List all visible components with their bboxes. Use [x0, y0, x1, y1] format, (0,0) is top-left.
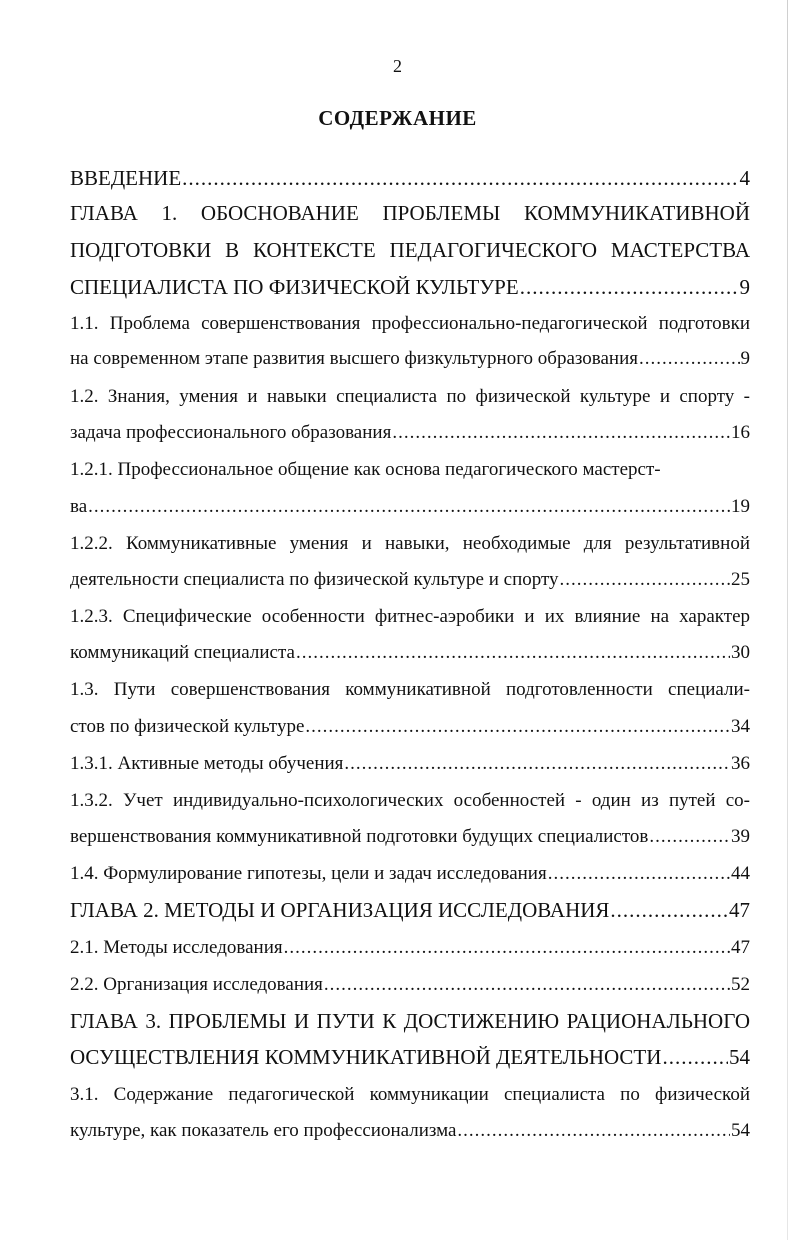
toc-entry-text: 1.3.1. Активные методы обучения — [70, 753, 344, 774]
page-edge-shadow — [787, 0, 788, 1240]
toc-line — [70, 937, 750, 965]
toc-line — [70, 166, 750, 196]
toc-entry-text: коммуникаций специалиста — [70, 642, 295, 663]
toc-entry-text: ГЛАВА 3. ПРОБЛЕМЫ И ПУТИ К ДОСТИЖЕНИЮ РАЦИОНАЛЬНОГО — [70, 1009, 750, 1033]
toc-page-number: 30 — [731, 642, 750, 663]
toc-line — [70, 716, 750, 744]
toc-entry-text: 1.3.2. Учет индивидуально-психологических особенностей - один из путей со- — [70, 790, 750, 811]
toc-page-number: 44 — [731, 863, 750, 884]
page-title: СОДЕРЖАНИЕ — [318, 106, 477, 130]
dot-leader — [548, 863, 730, 885]
toc-line — [70, 1120, 750, 1148]
toc-entry-text: 1.2.1. Профессиональное общение как основа педагогического мастерст- — [70, 459, 661, 480]
page-number: 2 — [393, 56, 402, 76]
dot-leader — [284, 937, 730, 959]
dot-leader — [88, 496, 730, 518]
toc-entry-text: 1.2.2. Коммуникативные умения и навыки, необходимые для результативной — [70, 533, 750, 554]
toc-page-number: 34 — [731, 716, 750, 737]
toc-line — [70, 790, 750, 818]
toc-page-number: 19 — [731, 496, 750, 517]
toc-line — [70, 974, 750, 1002]
toc-line — [70, 1009, 750, 1039]
toc-page-number: 54 — [731, 1120, 750, 1141]
toc-page-number: 47 — [729, 898, 750, 922]
toc-line — [70, 275, 750, 305]
toc-entry-text: 1.2. Знания, умения и навыки специалиста по физической культуре и спорту - — [70, 386, 750, 407]
toc-line — [70, 826, 750, 854]
toc-entry-text: ГЛАВА 2. МЕТОДЫ И ОРГАНИЗАЦИЯ ИССЛЕДОВАНИЯ — [70, 898, 610, 922]
toc-page-number: 16 — [731, 422, 750, 443]
toc-line — [70, 422, 750, 450]
toc-page-number: 54 — [729, 1045, 750, 1069]
toc-entry-text: на современном этапе развития высшего физкультурного образования — [70, 348, 639, 369]
toc-page-number: 39 — [731, 826, 750, 847]
toc-line — [70, 606, 750, 634]
dot-leader — [324, 974, 730, 996]
dot-leader — [305, 716, 730, 738]
toc-entry-text: ПОДГОТОВКИ В КОНТЕКСТЕ ПЕДАГОГИЧЕСКОГО МАСТЕРСТВА — [70, 238, 750, 262]
toc-line — [70, 679, 750, 707]
toc-line — [70, 1084, 750, 1112]
toc-line — [70, 201, 750, 231]
toc-line — [70, 459, 750, 487]
toc-line — [70, 753, 750, 781]
toc-line — [70, 348, 750, 376]
dot-leader — [392, 422, 730, 444]
toc-line — [70, 569, 750, 597]
toc-page-number: 9 — [740, 348, 750, 369]
toc-page-number: 25 — [731, 569, 750, 590]
dot-leader — [457, 1120, 730, 1142]
toc-entry-text: культуре, как показатель его профессионализма — [70, 1120, 457, 1141]
toc-entry-text: 1.4. Формулирование гипотезы, цели и задач исследования — [70, 863, 547, 884]
dot-leader — [639, 348, 739, 370]
toc-entry-text: ВВЕДЕНИЕ — [70, 166, 182, 190]
dot-leader — [296, 642, 730, 664]
toc-entry-text: 1.2.3. Специфические особенности фитнес-аэробики и их влияние на характер — [70, 606, 750, 627]
toc-entry-text: 1.3. Пути совершенствования коммуникативной подготовленности специали- — [70, 679, 750, 700]
dot-leader — [344, 753, 730, 775]
toc-line — [70, 642, 750, 670]
dot-leader — [560, 569, 730, 591]
dot-leader — [520, 275, 739, 300]
toc-entry-text: 2.2. Организация исследования — [70, 974, 323, 995]
dot-leader — [182, 166, 738, 191]
toc-page-number: 9 — [739, 275, 750, 299]
toc-entry-text: ва — [70, 496, 88, 517]
toc-line — [70, 238, 750, 268]
toc-line — [70, 313, 750, 341]
toc-line — [70, 496, 750, 524]
toc-entry-text: 1.1. Проблема совершенствования профессионально-педагогической подготовки — [70, 313, 750, 334]
toc-line — [70, 533, 750, 561]
toc-entry-text: ГЛАВА 1. ОБОСНОВАНИЕ ПРОБЛЕМЫ КОММУНИКАТИВНОЙ — [70, 201, 750, 225]
toc-line — [70, 898, 750, 928]
toc-page-number: 36 — [731, 753, 750, 774]
toc-entry-text: стов по физической культуре — [70, 716, 305, 737]
toc-entry-text: 3.1. Содержание педагогической коммуникации специалиста по физической — [70, 1084, 750, 1105]
toc-entry-text: вершенствования коммуникативной подготовки будущих специалистов — [70, 826, 649, 847]
dot-leader — [610, 898, 728, 923]
toc-page-number: 47 — [731, 937, 750, 958]
dot-leader — [662, 1045, 728, 1070]
toc-page-number: 52 — [731, 974, 750, 995]
toc-entry-text: деятельности специалиста по физической культуре и спорту — [70, 569, 559, 590]
toc-entry-text: СПЕЦИАЛИСТА ПО ФИЗИЧЕСКОЙ КУЛЬТУРЕ — [70, 275, 519, 299]
toc-line — [70, 1045, 750, 1075]
toc-entry-text: задача профессионального образования — [70, 422, 392, 443]
toc-entry-text: 2.1. Методы исследования — [70, 937, 283, 958]
toc-line — [70, 386, 750, 414]
dot-leader — [649, 826, 730, 848]
toc-line — [70, 863, 750, 891]
toc-page-number: 4 — [739, 166, 750, 190]
toc-entry-text: ОСУЩЕСТВЛЕНИЯ КОММУНИКАТИВНОЙ ДЕЯТЕЛЬНОСТИ — [70, 1045, 662, 1069]
